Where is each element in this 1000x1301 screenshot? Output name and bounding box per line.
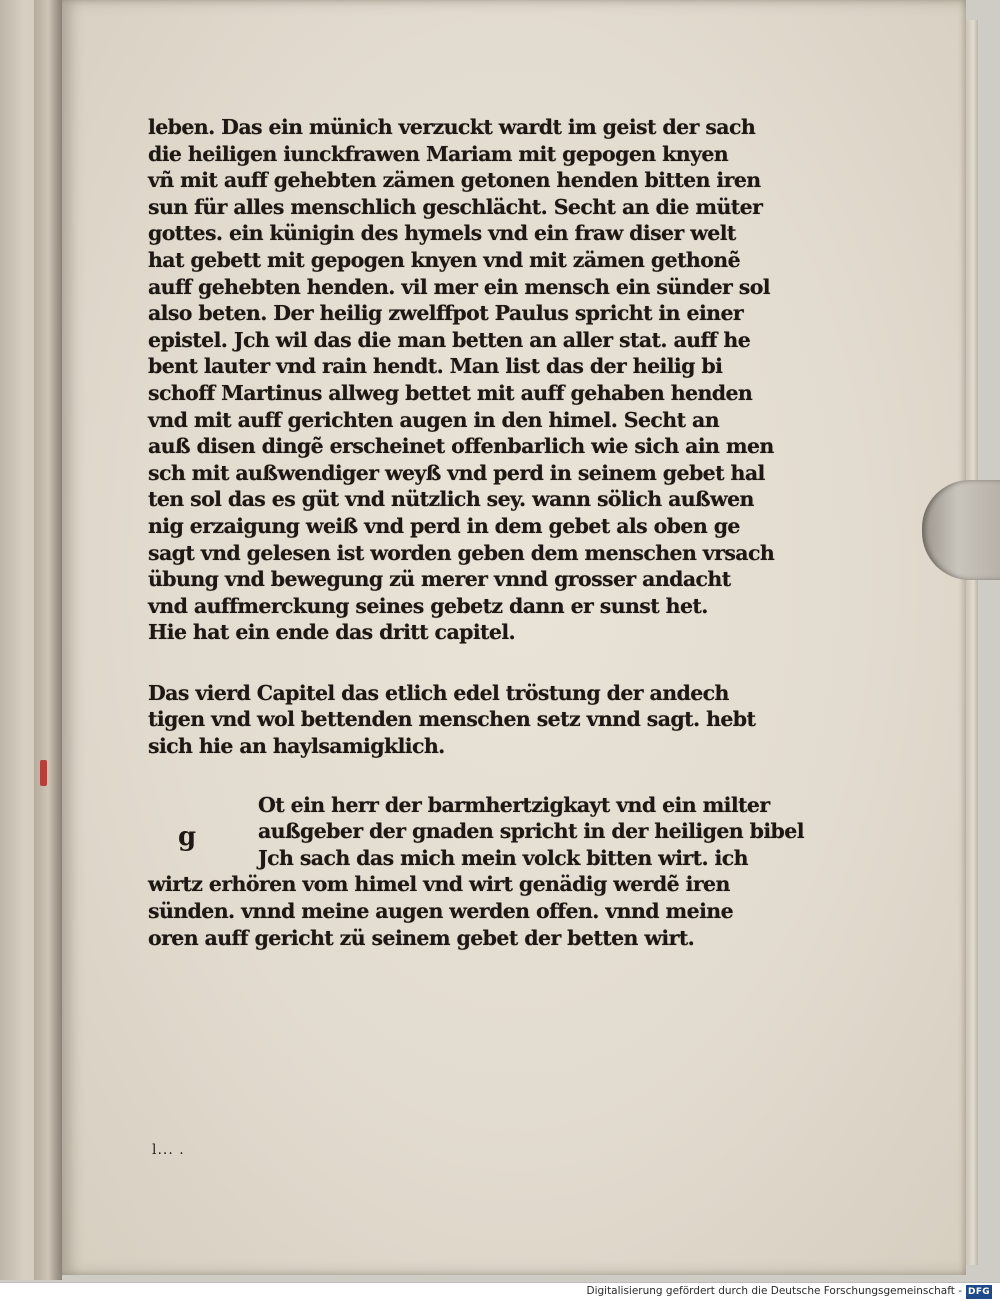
text-line: ten sol das es güt vnd nützlich sey. wann sölich außwen	[148, 487, 754, 512]
text-line: epistel. Jch wil das die man betten an aller stat. auff he	[148, 327, 751, 352]
text-line: vñ mit auff gehebten zämen getonen henden bitten iren	[148, 168, 761, 193]
text-line: gottes. ein künigin des hymels vnd ein fraw diser welt	[148, 221, 736, 246]
text-line: schoff Martinus allweg bettet mit auff gehaben henden	[148, 380, 753, 405]
chapter-four-opening	[148, 792, 804, 872]
text-line: Hie hat ein ende das dritt capitel.	[148, 620, 516, 645]
text-line: leben. Das ein münich verzuckt wardt im geist der sach	[148, 115, 756, 139]
text-line: sagt vnd gelesen ist worden geben dem menschen vrsach	[148, 540, 775, 565]
text-line: Ot ein herr der barmhertzigkayt vnd ein milter	[258, 792, 770, 817]
chapter-three-end	[148, 114, 798, 646]
footer-bar	[0, 1282, 1000, 1301]
text-line: auff gehebten henden. vil mer ein mensch ein sünder sol	[148, 274, 770, 299]
text-line: nig erzaigung weiß vnd perd in dem gebet als oben ge	[148, 513, 740, 538]
text-line: vnd mit auff gerichten augen in den himel. Secht an	[148, 407, 720, 432]
text-line: vnd auffmerckung seines gebetz dann er sunst het.	[148, 593, 708, 618]
dfg-logo: DFG	[966, 1285, 992, 1299]
text-line: auß disen dingẽ erscheinet offenbarlich wie sich ain men	[148, 434, 774, 459]
text-line: also beten. Der heilig zwelffpot Paulus spricht in einer	[148, 301, 744, 326]
text-line: sun für alles menschlich geschlächt. Secht an die müter	[148, 194, 763, 219]
text-line: bent lauter vnd rain hendt. Man list das der heilig bi	[148, 354, 723, 379]
marginal-note: l... .	[152, 1142, 185, 1158]
section-gap	[148, 760, 798, 792]
text-line: außgeber der gnaden spricht in der heiligen bibel	[258, 819, 804, 844]
text-line: sch mit außwendiger weyß vnd perd in seinem gebet hal	[148, 460, 765, 485]
initial-letter: g	[178, 821, 197, 852]
text-line: hat gebett mit gepogen knyen vnd mit zämen gethonẽ	[148, 247, 741, 272]
chapter-four-text	[148, 871, 798, 951]
page-text	[148, 114, 804, 951]
text-line: Jch sach das mich mein volck bitten wirt. ich	[258, 845, 748, 870]
red-marker	[40, 760, 47, 786]
text-line: sich hie an haylsamigklich.	[148, 734, 445, 759]
text-line: sünden. vnnd meine augen werden offen. vnnd meine	[148, 899, 734, 924]
text-line: Das vierd Capitel das etlich edel tröstung der andech	[148, 680, 729, 705]
section-gap	[148, 646, 798, 680]
text-line: tigen vnd wol bettenden menschen setz vnnd sagt. hebt	[148, 707, 756, 732]
funding-note: Digitalisierung gefördert durch die Deutsche Forschungsgemeinschaft -	[586, 1285, 962, 1297]
text-line: die heiligen iunckfrawen Mariam mit gepogen knyen	[148, 141, 729, 166]
chapter-four-heading	[148, 680, 798, 760]
indented-lines	[148, 792, 804, 872]
text-line: übung vnd bewegung zü merer vnnd grosser andacht	[148, 567, 731, 592]
page-right-edge	[966, 20, 978, 1265]
text-line: oren auff gericht zü seinem gebet der betten wirt.	[148, 925, 695, 950]
text-line: wirtz erhören vom himel vnd wirt genädig werdẽ iren	[148, 872, 730, 897]
book-gutter	[34, 0, 62, 1280]
